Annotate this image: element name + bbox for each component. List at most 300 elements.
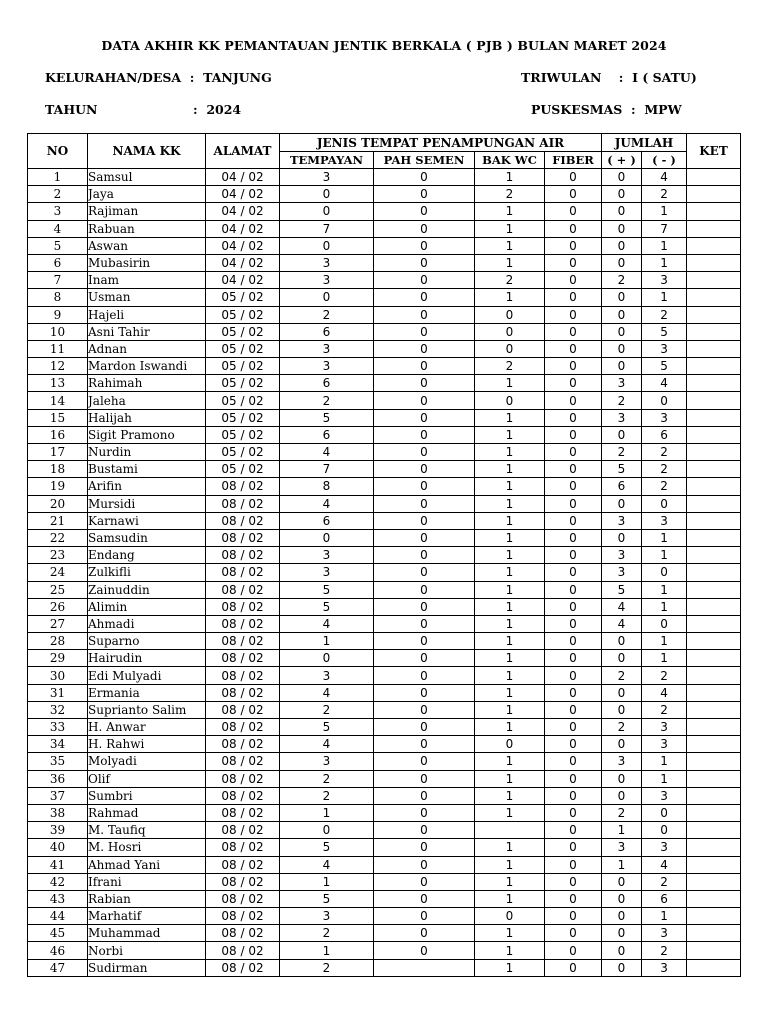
cell-minus: 4 <box>642 856 687 873</box>
cell-pah-semen: 0 <box>374 581 475 598</box>
cell-fiber: 0 <box>545 890 602 907</box>
cell-fiber: 0 <box>545 598 602 615</box>
cell-tempayan: 7 <box>280 461 374 478</box>
cell-fiber: 0 <box>545 942 602 959</box>
header-minus: ( - ) <box>642 152 687 169</box>
cell-fiber: 0 <box>545 787 602 804</box>
cell-alamat: 04 / 02 <box>206 254 280 271</box>
cell-nama-kk: Arifin <box>88 478 206 495</box>
cell-no: 26 <box>28 598 88 615</box>
cell-fiber: 0 <box>545 633 602 650</box>
table-row <box>28 203 741 220</box>
cell-ket <box>687 787 741 804</box>
cell-alamat: 08 / 02 <box>206 959 280 976</box>
cell-tempayan: 5 <box>280 409 374 426</box>
cell-fiber: 0 <box>545 392 602 409</box>
cell-ket <box>687 701 741 718</box>
table-row <box>28 684 741 701</box>
cell-tempayan: 4 <box>280 684 374 701</box>
cell-nama-kk: Rajiman <box>88 203 206 220</box>
cell-tempayan: 3 <box>280 908 374 925</box>
cell-ket <box>687 529 741 546</box>
cell-bak-wc: 1 <box>475 633 545 650</box>
cell-plus: 2 <box>602 444 642 461</box>
cell-nama-kk: Mursidi <box>88 495 206 512</box>
cell-pah-semen: 0 <box>374 444 475 461</box>
cell-minus: 0 <box>642 495 687 512</box>
cell-nama-kk: Ifrani <box>88 873 206 890</box>
cell-plus: 0 <box>602 787 642 804</box>
cell-plus: 0 <box>602 529 642 546</box>
cell-alamat: 08 / 02 <box>206 478 280 495</box>
cell-no: 47 <box>28 959 88 976</box>
cell-pah-semen: 0 <box>374 237 475 254</box>
cell-no: 20 <box>28 495 88 512</box>
cell-nama-kk: Mubasirin <box>88 254 206 271</box>
cell-plus: 3 <box>602 375 642 392</box>
table-row <box>28 512 741 529</box>
cell-plus: 0 <box>602 358 642 375</box>
cell-minus: 3 <box>642 272 687 289</box>
cell-ket <box>687 478 741 495</box>
cell-plus: 4 <box>602 615 642 632</box>
cell-nama-kk: Usman <box>88 289 206 306</box>
cell-plus: 0 <box>602 650 642 667</box>
cell-plus: 2 <box>602 392 642 409</box>
cell-alamat: 08 / 02 <box>206 598 280 615</box>
cell-minus: 7 <box>642 220 687 237</box>
cell-tempayan: 2 <box>280 701 374 718</box>
cell-tempayan: 2 <box>280 787 374 804</box>
cell-pah-semen: 0 <box>374 890 475 907</box>
cell-ket <box>687 839 741 856</box>
table-row <box>28 615 741 632</box>
cell-ket <box>687 186 741 203</box>
cell-nama-kk: Nurdin <box>88 444 206 461</box>
cell-nama-kk: Sudirman <box>88 959 206 976</box>
cell-no: 45 <box>28 925 88 942</box>
cell-no: 3 <box>28 203 88 220</box>
cell-tempayan: 0 <box>280 650 374 667</box>
cell-bak-wc: 1 <box>475 942 545 959</box>
cell-pah-semen: 0 <box>374 220 475 237</box>
cell-nama-kk: Rahmad <box>88 804 206 821</box>
cell-pah-semen: 0 <box>374 169 475 186</box>
cell-fiber: 0 <box>545 289 602 306</box>
cell-plus: 3 <box>602 753 642 770</box>
cell-ket <box>687 581 741 598</box>
cell-nama-kk: Sigit Pramono <box>88 426 206 443</box>
cell-alamat: 08 / 02 <box>206 804 280 821</box>
cell-bak-wc: 1 <box>475 667 545 684</box>
cell-bak-wc: 0 <box>475 340 545 357</box>
cell-minus: 1 <box>642 237 687 254</box>
cell-fiber: 0 <box>545 254 602 271</box>
cell-ket <box>687 925 741 942</box>
cell-bak-wc: 0 <box>475 306 545 323</box>
table-row <box>28 392 741 409</box>
cell-no: 36 <box>28 770 88 787</box>
cell-no: 16 <box>28 426 88 443</box>
cell-bak-wc: 1 <box>475 512 545 529</box>
cell-minus: 1 <box>642 598 687 615</box>
table-row <box>28 220 741 237</box>
cell-tempayan: 2 <box>280 306 374 323</box>
table-row <box>28 581 741 598</box>
cell-bak-wc: 0 <box>475 323 545 340</box>
cell-minus: 4 <box>642 684 687 701</box>
cell-fiber: 0 <box>545 736 602 753</box>
cell-nama-kk: Zainuddin <box>88 581 206 598</box>
cell-tempayan: 5 <box>280 719 374 736</box>
cell-nama-kk: Rabian <box>88 890 206 907</box>
cell-plus: 0 <box>602 908 642 925</box>
cell-fiber: 0 <box>545 358 602 375</box>
cell-bak-wc: 1 <box>475 804 545 821</box>
cell-minus: 2 <box>642 478 687 495</box>
cell-fiber: 0 <box>545 529 602 546</box>
cell-bak-wc: 1 <box>475 409 545 426</box>
cell-alamat: 08 / 02 <box>206 512 280 529</box>
cell-pah-semen: 0 <box>374 650 475 667</box>
cell-bak-wc <box>475 822 545 839</box>
cell-nama-kk: Adnan <box>88 340 206 357</box>
cell-bak-wc: 1 <box>475 169 545 186</box>
cell-minus: 1 <box>642 753 687 770</box>
cell-minus: 1 <box>642 633 687 650</box>
table-row <box>28 306 741 323</box>
cell-pah-semen <box>374 959 475 976</box>
cell-ket <box>687 770 741 787</box>
cell-minus: 3 <box>642 839 687 856</box>
cell-alamat: 04 / 02 <box>206 237 280 254</box>
cell-bak-wc: 0 <box>475 392 545 409</box>
cell-no: 29 <box>28 650 88 667</box>
cell-pah-semen: 0 <box>374 392 475 409</box>
cell-pah-semen: 0 <box>374 770 475 787</box>
cell-fiber: 0 <box>545 839 602 856</box>
table-row <box>28 753 741 770</box>
cell-bak-wc: 1 <box>475 237 545 254</box>
cell-no: 17 <box>28 444 88 461</box>
cell-minus: 0 <box>642 615 687 632</box>
cell-ket <box>687 306 741 323</box>
cell-fiber: 0 <box>545 547 602 564</box>
cell-no: 40 <box>28 839 88 856</box>
cell-minus: 1 <box>642 289 687 306</box>
table-row <box>28 323 741 340</box>
cell-plus: 1 <box>602 856 642 873</box>
cell-ket <box>687 495 741 512</box>
cell-alamat: 05 / 02 <box>206 289 280 306</box>
cell-no: 43 <box>28 890 88 907</box>
cell-fiber: 0 <box>545 667 602 684</box>
table-row <box>28 444 741 461</box>
header-ket: KET <box>687 134 741 169</box>
cell-nama-kk: Endang <box>88 547 206 564</box>
cell-fiber: 0 <box>545 340 602 357</box>
cell-tempayan: 1 <box>280 873 374 890</box>
cell-pah-semen: 0 <box>374 787 475 804</box>
cell-no: 4 <box>28 220 88 237</box>
cell-pah-semen: 0 <box>374 908 475 925</box>
cell-minus: 1 <box>642 650 687 667</box>
table-row <box>28 804 741 821</box>
cell-fiber: 0 <box>545 701 602 718</box>
cell-bak-wc: 0 <box>475 736 545 753</box>
cell-minus: 3 <box>642 736 687 753</box>
cell-bak-wc: 1 <box>475 925 545 942</box>
cell-alamat: 05 / 02 <box>206 358 280 375</box>
cell-alamat: 08 / 02 <box>206 925 280 942</box>
table-row <box>28 186 741 203</box>
cell-nama-kk: Bustami <box>88 461 206 478</box>
cell-bak-wc: 1 <box>475 684 545 701</box>
cell-ket <box>687 667 741 684</box>
cell-plus: 0 <box>602 633 642 650</box>
cell-tempayan: 1 <box>280 942 374 959</box>
cell-no: 25 <box>28 581 88 598</box>
cell-bak-wc: 1 <box>475 770 545 787</box>
table-row <box>28 375 741 392</box>
cell-bak-wc: 1 <box>475 701 545 718</box>
cell-pah-semen: 0 <box>374 529 475 546</box>
cell-minus: 3 <box>642 719 687 736</box>
cell-plus: 2 <box>602 719 642 736</box>
cell-no: 23 <box>28 547 88 564</box>
cell-alamat: 05 / 02 <box>206 409 280 426</box>
cell-plus: 0 <box>602 736 642 753</box>
cell-minus: 4 <box>642 169 687 186</box>
cell-alamat: 08 / 02 <box>206 770 280 787</box>
cell-ket <box>687 272 741 289</box>
table-row <box>28 925 741 942</box>
cell-bak-wc: 1 <box>475 495 545 512</box>
cell-no: 13 <box>28 375 88 392</box>
cell-bak-wc: 1 <box>475 787 545 804</box>
cell-minus: 0 <box>642 822 687 839</box>
cell-plus: 0 <box>602 426 642 443</box>
cell-nama-kk: Samsudin <box>88 529 206 546</box>
cell-plus: 0 <box>602 873 642 890</box>
cell-plus: 0 <box>602 186 642 203</box>
cell-tempayan: 6 <box>280 426 374 443</box>
cell-minus: 1 <box>642 908 687 925</box>
cell-pah-semen: 0 <box>374 942 475 959</box>
cell-nama-kk: Rahimah <box>88 375 206 392</box>
jentik-table <box>27 133 741 977</box>
cell-plus: 1 <box>602 822 642 839</box>
cell-ket <box>687 564 741 581</box>
cell-no: 46 <box>28 942 88 959</box>
table-row <box>28 667 741 684</box>
cell-fiber: 0 <box>545 925 602 942</box>
cell-minus: 3 <box>642 512 687 529</box>
cell-alamat: 08 / 02 <box>206 650 280 667</box>
table-row <box>28 169 741 186</box>
cell-alamat: 08 / 02 <box>206 564 280 581</box>
table-row <box>28 237 741 254</box>
cell-alamat: 08 / 02 <box>206 890 280 907</box>
header-plus: ( + ) <box>602 152 642 169</box>
cell-bak-wc: 1 <box>475 461 545 478</box>
header-alamat: ALAMAT <box>206 134 280 169</box>
cell-bak-wc: 1 <box>475 873 545 890</box>
table-row <box>28 358 741 375</box>
cell-nama-kk: H. Anwar <box>88 719 206 736</box>
cell-nama-kk: Zulkifli <box>88 564 206 581</box>
cell-fiber: 0 <box>545 478 602 495</box>
cell-ket <box>687 684 741 701</box>
cell-no: 15 <box>28 409 88 426</box>
cell-fiber: 0 <box>545 272 602 289</box>
cell-tempayan: 2 <box>280 959 374 976</box>
cell-no: 14 <box>28 392 88 409</box>
table-row <box>28 959 741 976</box>
cell-tempayan: 4 <box>280 444 374 461</box>
cell-minus: 1 <box>642 203 687 220</box>
cell-pah-semen: 0 <box>374 340 475 357</box>
cell-no: 19 <box>28 478 88 495</box>
cell-pah-semen: 0 <box>374 684 475 701</box>
cell-plus: 0 <box>602 237 642 254</box>
cell-alamat: 05 / 02 <box>206 444 280 461</box>
cell-fiber: 0 <box>545 719 602 736</box>
cell-alamat: 08 / 02 <box>206 701 280 718</box>
cell-ket <box>687 547 741 564</box>
cell-pah-semen: 0 <box>374 289 475 306</box>
cell-alamat: 05 / 02 <box>206 340 280 357</box>
cell-ket <box>687 461 741 478</box>
table-row <box>28 272 741 289</box>
cell-plus: 0 <box>602 684 642 701</box>
cell-nama-kk: Alimin <box>88 598 206 615</box>
cell-bak-wc: 1 <box>475 598 545 615</box>
cell-pah-semen: 0 <box>374 358 475 375</box>
cell-tempayan: 1 <box>280 804 374 821</box>
cell-no: 34 <box>28 736 88 753</box>
cell-alamat: 04 / 02 <box>206 169 280 186</box>
header-bak-wc: BAK WC <box>475 152 545 169</box>
cell-nama-kk: Edi Mulyadi <box>88 667 206 684</box>
cell-no: 44 <box>28 908 88 925</box>
table-row <box>28 426 741 443</box>
cell-nama-kk: H. Rahwi <box>88 736 206 753</box>
cell-pah-semen: 0 <box>374 495 475 512</box>
cell-minus: 2 <box>642 444 687 461</box>
cell-bak-wc: 1 <box>475 478 545 495</box>
cell-fiber: 0 <box>545 409 602 426</box>
cell-fiber: 0 <box>545 615 602 632</box>
cell-plus: 0 <box>602 701 642 718</box>
cell-tempayan: 0 <box>280 529 374 546</box>
puskesmas-label: PUSKESMAS : MPW <box>531 102 682 117</box>
cell-fiber: 0 <box>545 564 602 581</box>
cell-plus: 0 <box>602 323 642 340</box>
cell-minus: 2 <box>642 942 687 959</box>
table-row <box>28 736 741 753</box>
cell-tempayan: 5 <box>280 839 374 856</box>
cell-minus: 1 <box>642 770 687 787</box>
cell-bak-wc: 1 <box>475 581 545 598</box>
cell-alamat: 08 / 02 <box>206 908 280 925</box>
cell-no: 10 <box>28 323 88 340</box>
cell-nama-kk: Suprianto Salim <box>88 701 206 718</box>
cell-plus: 3 <box>602 512 642 529</box>
cell-nama-kk: Ermania <box>88 684 206 701</box>
cell-nama-kk: M. Taufiq <box>88 822 206 839</box>
triwulan-label: TRIWULAN : I ( SATU) <box>521 70 697 85</box>
table-row <box>28 890 741 907</box>
table-row <box>28 254 741 271</box>
cell-plus: 0 <box>602 306 642 323</box>
cell-alamat: 08 / 02 <box>206 942 280 959</box>
cell-fiber: 0 <box>545 220 602 237</box>
cell-alamat: 08 / 02 <box>206 753 280 770</box>
cell-plus: 0 <box>602 254 642 271</box>
cell-minus: 1 <box>642 547 687 564</box>
cell-tempayan: 7 <box>280 220 374 237</box>
cell-plus: 3 <box>602 547 642 564</box>
cell-tempayan: 1 <box>280 633 374 650</box>
cell-bak-wc: 1 <box>475 839 545 856</box>
cell-fiber: 0 <box>545 770 602 787</box>
cell-alamat: 08 / 02 <box>206 719 280 736</box>
cell-fiber: 0 <box>545 753 602 770</box>
cell-ket <box>687 203 741 220</box>
cell-alamat: 04 / 02 <box>206 220 280 237</box>
table-header <box>28 134 741 169</box>
cell-minus: 3 <box>642 787 687 804</box>
cell-ket <box>687 392 741 409</box>
table-row <box>28 495 741 512</box>
cell-tempayan: 2 <box>280 770 374 787</box>
cell-tempayan: 3 <box>280 753 374 770</box>
table-row <box>28 633 741 650</box>
cell-ket <box>687 873 741 890</box>
cell-alamat: 05 / 02 <box>206 426 280 443</box>
cell-fiber: 0 <box>545 495 602 512</box>
cell-plus: 3 <box>602 409 642 426</box>
cell-minus: 2 <box>642 667 687 684</box>
cell-tempayan: 3 <box>280 667 374 684</box>
cell-plus: 0 <box>602 925 642 942</box>
cell-fiber: 0 <box>545 203 602 220</box>
cell-tempayan: 5 <box>280 581 374 598</box>
cell-pah-semen: 0 <box>374 203 475 220</box>
cell-alamat: 05 / 02 <box>206 392 280 409</box>
cell-fiber: 0 <box>545 684 602 701</box>
cell-no: 22 <box>28 529 88 546</box>
cell-plus: 5 <box>602 581 642 598</box>
cell-tempayan: 3 <box>280 547 374 564</box>
cell-no: 27 <box>28 615 88 632</box>
cell-alamat: 04 / 02 <box>206 203 280 220</box>
cell-no: 11 <box>28 340 88 357</box>
cell-ket <box>687 512 741 529</box>
cell-no: 35 <box>28 753 88 770</box>
cell-alamat: 08 / 02 <box>206 856 280 873</box>
cell-fiber: 0 <box>545 169 602 186</box>
cell-ket <box>687 753 741 770</box>
cell-tempayan: 3 <box>280 272 374 289</box>
table-row <box>28 908 741 925</box>
cell-fiber: 0 <box>545 873 602 890</box>
table-row <box>28 856 741 873</box>
cell-alamat: 08 / 02 <box>206 667 280 684</box>
cell-no: 32 <box>28 701 88 718</box>
cell-ket <box>687 169 741 186</box>
